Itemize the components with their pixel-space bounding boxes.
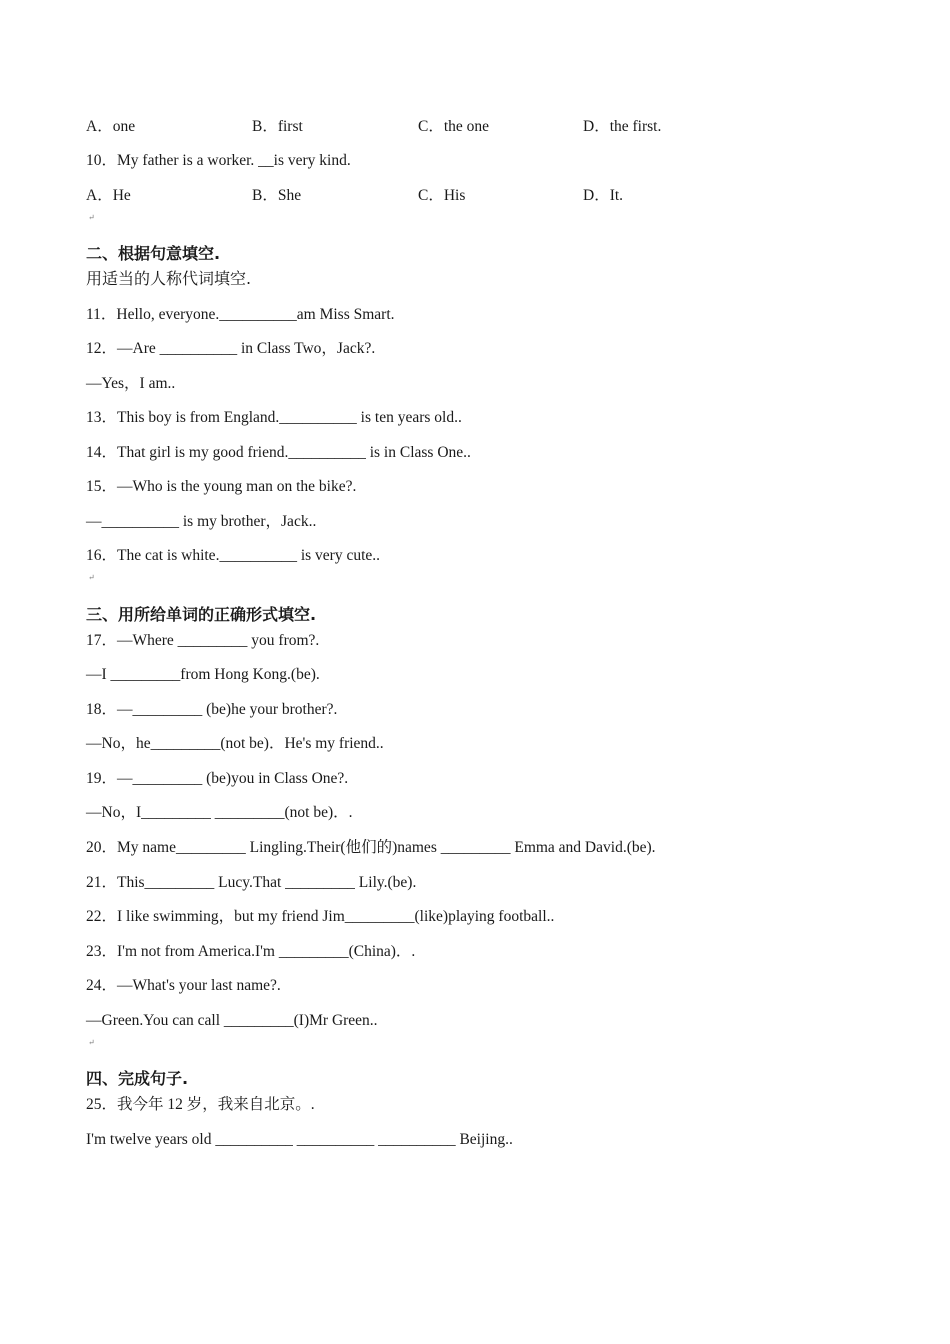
section-2-title: 二、根据句意填空. [86, 244, 221, 263]
s3-line-q18: 18．—_________ (be)he your brother?. [86, 701, 338, 718]
s2-line-q14: 14．That girl is my good friend.__________ is in Class One.. [86, 444, 471, 461]
q10-option-d: D．It. [583, 187, 624, 204]
paragraph-mark: ↵ [88, 573, 95, 582]
q9-option-a: A．one [86, 118, 136, 135]
s2-line-q12: 12．—Are __________ in Class Two，Jack?. [86, 340, 376, 357]
q10-option-c: C．His [418, 187, 466, 204]
s3-line-q17-answer: —I _________from Hong Kong.(be). [86, 666, 320, 683]
q9-option-b: B．first [252, 118, 303, 135]
s2-line-q16: 16．The cat is white.__________ is very cute.. [86, 547, 381, 564]
s3-line-q17: 17．—Where _________ you from?. [86, 632, 320, 649]
s2-line-q15: 15．—Who is the young man on the bike?. [86, 478, 357, 495]
s2-line-q15-answer: —__________ is my brother，Jack.. [86, 513, 317, 530]
q10-option-b: B．She [252, 187, 302, 204]
paragraph-mark: ↵ [88, 213, 95, 222]
paragraph-mark: ↵ [88, 1038, 95, 1047]
s3-line-q20: 20．My name_________ Lingling.Their(他们的)names _________ Emma and David.(be). [86, 839, 656, 856]
section-3-title: 三、用所给单词的正确形式填空. [86, 605, 317, 624]
s3-line-q23: 23．I'm not from America.I'm _________(China)．. [86, 943, 416, 960]
s3-line-q22: 22．I like swimming，but my friend Jim_________(like)playing football.. [86, 908, 555, 925]
s4-line-q25-sentence: I'm twelve years old __________ __________ __________ Beijing.. [86, 1131, 513, 1148]
s3-line-q24: 24．—What's your last name?. [86, 977, 281, 994]
s4-line-q25: 25．我今年 12 岁，我来自北京。. [86, 1096, 315, 1113]
s2-line-q13: 13．This boy is from England.__________ is ten years old.. [86, 409, 462, 426]
s2-line-q12-answer: —Yes，I am.. [86, 375, 176, 392]
s2-line-q11: 11．Hello, everyone.__________am Miss Smart. [86, 306, 395, 323]
q10-option-a: A．He [86, 187, 131, 204]
s3-line-q19: 19．—_________ (be)you in Class One?. [86, 770, 349, 787]
q10-stem: 10．My father is a worker. __is very kind. [86, 152, 351, 169]
s3-line-q18-answer: —No，he_________(not be)．He's my friend.. [86, 735, 384, 752]
s3-line-q21: 21．This_________ Lucy.That _________ Lily.(be). [86, 874, 417, 891]
q9-option-c: C．the one [418, 118, 490, 135]
section-2-instruction: 用适当的人称代词填空. [86, 269, 252, 288]
s3-line-q24-answer: —Green.You can call _________(I)Mr Green.. [86, 1012, 378, 1029]
q9-option-d: D．the first. [583, 118, 662, 135]
section-4-title: 四、完成句子. [86, 1069, 189, 1088]
s3-line-q19-answer: —No，I_________ _________(not be)．. [86, 804, 353, 821]
